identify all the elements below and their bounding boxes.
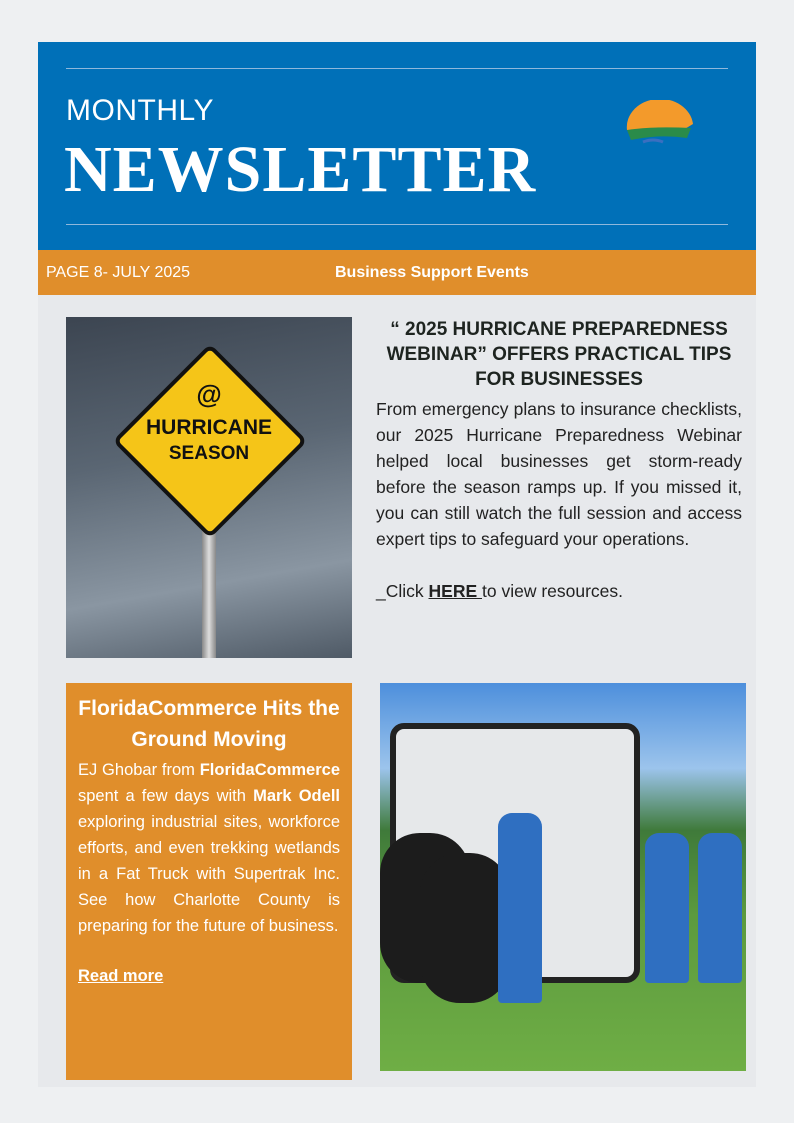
hurricane-sign-image [66, 317, 352, 658]
click-prefix: _Click [376, 581, 429, 601]
text: EJ Ghobar from [78, 761, 200, 779]
article-body: From emergency plans to insurance checklists, our 2025 Hurricane Preparedness Webinar helped local businesses get storm-ready before the season ramps up. If you missed it, you can still watch the full session and access expert tips to safeguard your operations. [376, 399, 742, 549]
person [698, 833, 742, 983]
feature-body [78, 757, 340, 939]
person-name: Mark Odell [253, 787, 340, 805]
section-bar [38, 250, 756, 295]
article-title: “ 2025 HURRICANE PREPAREDNESS WEBINAR” OFFERS PRACTICAL TIPS FOR BUSINESSES [386, 319, 732, 390]
person [498, 813, 542, 1003]
page-label: PAGE 8- JULY 2025 [46, 264, 191, 281]
wheel [420, 853, 510, 1003]
logo-icon [623, 100, 697, 148]
org-name: FloridaCommerce [199, 761, 340, 779]
person [645, 833, 689, 983]
sign-text [106, 415, 312, 467]
sign-line2: SEASON [168, 443, 250, 464]
newsletter-page [38, 42, 756, 1087]
resources-line [376, 578, 742, 604]
header-title: NEWSLETTER [64, 133, 537, 206]
divider [66, 224, 728, 225]
text: spent a few days with [78, 787, 254, 805]
header-kicker: MONTHLY [66, 94, 214, 127]
here-link[interactable]: HERE [428, 581, 482, 601]
read-more-link[interactable]: Read more [78, 967, 164, 985]
feature-title: FloridaCommerce Hits the Ground Moving [78, 697, 340, 751]
webinar-article [376, 317, 742, 604]
text: exploring industrial sites, workforce efforts, and even trekking wetlands in a Fat Truck with Supertrak Inc. See how Charlotte County is preparing for the future of business. [78, 813, 340, 935]
header [38, 42, 756, 250]
click-suffix: to view resources. [482, 581, 624, 601]
truck-photo [380, 683, 746, 1071]
hurricane-icon: @ [196, 379, 222, 409]
sign-pole [202, 517, 216, 658]
feature-box [66, 683, 352, 1080]
section-title: Business Support Events [335, 264, 529, 281]
sign-line1: HURRICANE [146, 416, 272, 439]
divider [66, 68, 728, 69]
